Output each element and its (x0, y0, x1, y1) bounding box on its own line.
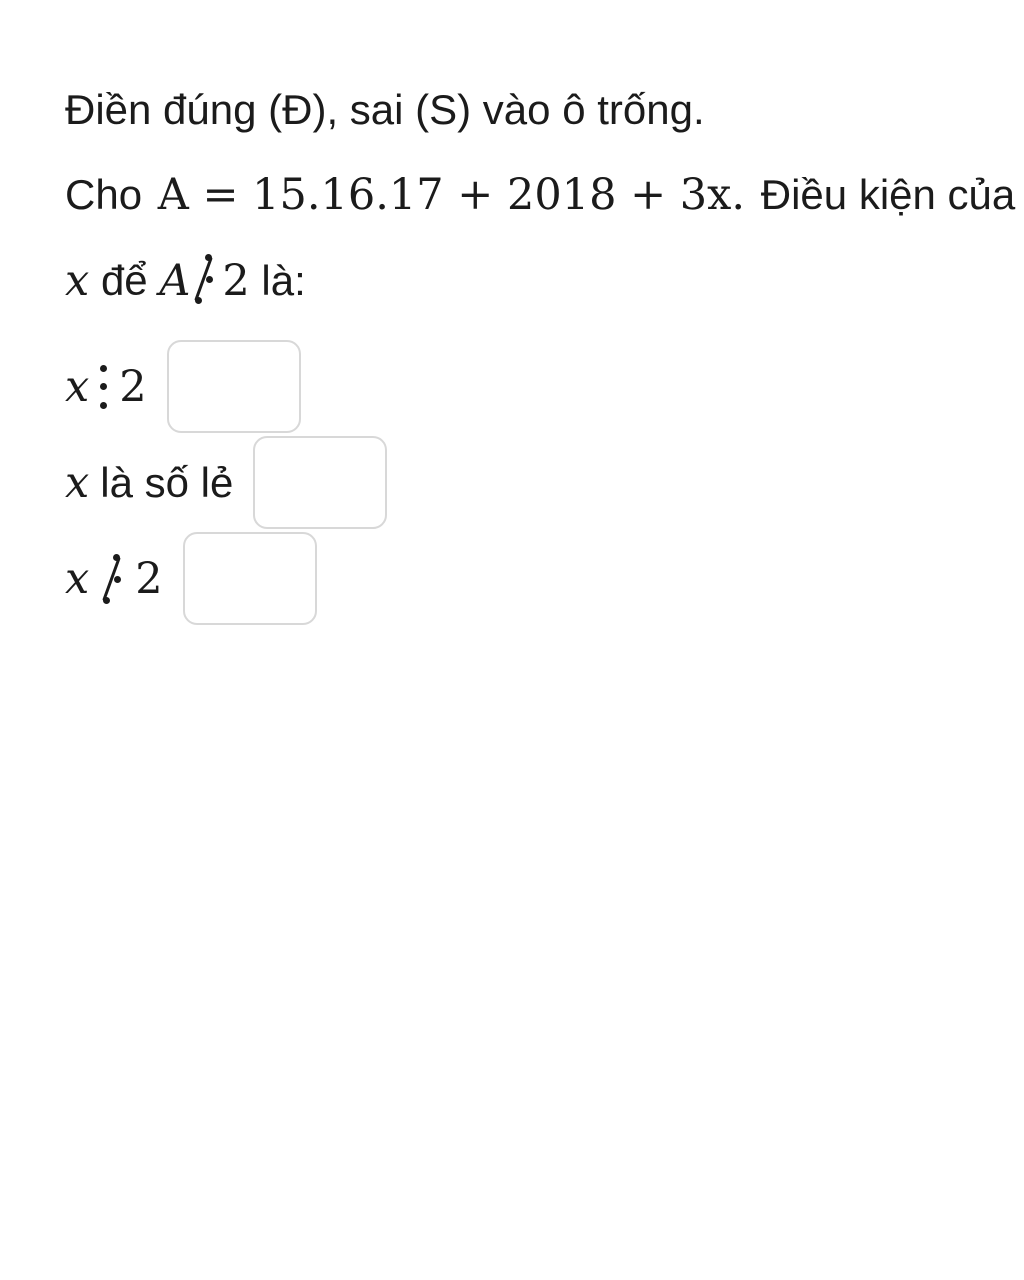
statement-variable: x (65, 553, 90, 604)
not-divisible-icon (192, 254, 216, 304)
statement-expression (65, 362, 147, 412)
condition-suffix: là: (261, 257, 306, 304)
condition-quantity: A (159, 256, 191, 306)
condition-divisor: 2 (222, 256, 250, 306)
statement-expression (65, 458, 233, 508)
divisible-icon (100, 365, 108, 409)
condition-variable: x (65, 256, 90, 306)
answer-box-3[interactable] (183, 532, 317, 625)
statement-row-not-divisible (65, 532, 974, 625)
statement-text: là số lẻ (100, 458, 234, 506)
answer-box-1[interactable] (167, 340, 301, 433)
statement-row-divisible (65, 340, 974, 433)
statement-variable: x (65, 457, 90, 508)
statement-row-odd (65, 436, 974, 529)
condition-connector: để (100, 257, 148, 304)
problem-intro-suffix: Điều kiện của (760, 171, 1016, 218)
problem-statement-line-1 (65, 169, 1016, 221)
statement-divisor: 2 (119, 361, 147, 412)
instruction-text: Điền đúng (Đ), sai (S) vào ô trống. (65, 86, 705, 133)
statement-divisor: 2 (135, 553, 163, 604)
answer-box-2[interactable] (253, 436, 387, 529)
statement-expression (65, 554, 163, 604)
not-divisible-icon (100, 554, 124, 604)
statement-variable: x (65, 361, 90, 412)
worksheet (0, 0, 1024, 625)
statement-list (65, 340, 974, 625)
problem-expression: A = 15.16.17 + 2018 + 3x. (157, 170, 746, 220)
problem-intro-prefix: Cho (65, 171, 143, 218)
problem-statement-line-2 (65, 254, 974, 307)
